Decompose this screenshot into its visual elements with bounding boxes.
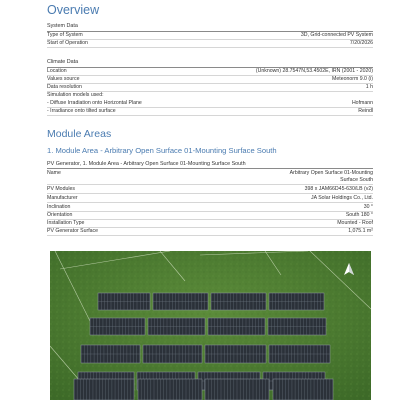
aerial-image: [50, 251, 371, 400]
row-label: Inclination: [47, 204, 71, 210]
pv-module-block: [273, 379, 333, 400]
row-label: Orientation: [47, 212, 73, 218]
pv-generator-row: [47, 228, 373, 236]
row-label: Installation Type: [47, 220, 85, 226]
row-value: Meteonorm 9.0 (i): [332, 76, 373, 82]
row-value: Hofmann: [351, 100, 373, 106]
system-data-row: [47, 32, 373, 40]
row-label: PV Generator Surface: [47, 228, 99, 234]
climate-data-row: [47, 100, 373, 108]
row-value: 1 h: [365, 84, 373, 90]
pv-generator-table-heading: PV Generator, 1. Module Area - Arbitrary Open Surface 01-Mounting Surface South: [47, 161, 373, 169]
module-areas-title: Module Areas: [47, 128, 112, 140]
row-label: Data resolution: [47, 84, 82, 90]
row-value: 30 °: [363, 204, 373, 210]
row-value: South 180 °: [345, 212, 373, 218]
system-data-heading: System Data: [47, 23, 373, 32]
row-label: Simulation models used:: [47, 92, 104, 98]
row-value: 398 x JAM66D45-630/LB (v2): [304, 186, 373, 192]
climate-data-row: [47, 76, 373, 84]
pv-generator-row: [47, 170, 373, 177]
module-area-aerial-view: [50, 251, 371, 400]
pv-generator-row: [47, 212, 373, 220]
pv-module-block: [74, 379, 134, 400]
climate-data-row: [47, 92, 373, 99]
row-value: Arbitrary Open Surface 01-Mounting: [289, 170, 373, 176]
climate-data-row: [47, 108, 373, 116]
pv-generator-row: [47, 186, 373, 194]
climate-data-row: [47, 84, 373, 92]
row-value: 3D, Grid-connected PV System: [300, 32, 373, 38]
pv-generator-row: [47, 204, 373, 212]
row-label: PV Modules: [47, 186, 75, 192]
row-label: - Irradiance onto tilted surface: [47, 108, 116, 114]
row-label: Type of System: [47, 32, 83, 38]
row-label: Values source: [47, 76, 80, 82]
pv-generator-row: [47, 195, 373, 203]
module-area-subtitle: 1. Module Area - Arbitrary Open Surface 01-Mounting Surface South: [47, 146, 277, 155]
system-data-row: [47, 40, 373, 48]
climate-data-heading: Climate Data: [47, 59, 373, 68]
row-label: Name: [47, 170, 61, 176]
pv-generator-row-continued: [47, 177, 373, 185]
pv-generator-row: [47, 220, 373, 228]
climate-data-row: [47, 68, 373, 76]
row-value-continued: Surface South: [340, 177, 373, 183]
row-value: 7/20/2026: [349, 40, 373, 46]
row-label: Start of Operation: [47, 40, 88, 46]
row-value: (Unknown) 28.7547N,53.4502E, IRN (2001 - 2020): [255, 68, 373, 74]
overview-title: Overview: [47, 3, 100, 17]
row-label: Manufacturer: [47, 195, 78, 201]
row-value: 1,075.1 m²: [348, 228, 373, 234]
row-label: - Diffuse Irradiation onto Horizontal Plane: [47, 100, 142, 106]
row-value: Reindl: [358, 108, 373, 114]
row-value: JA Solar Holdings Co., Ltd.: [311, 195, 373, 201]
row-value: Mounted - Roof: [337, 220, 373, 226]
row-label: Location: [47, 68, 67, 74]
